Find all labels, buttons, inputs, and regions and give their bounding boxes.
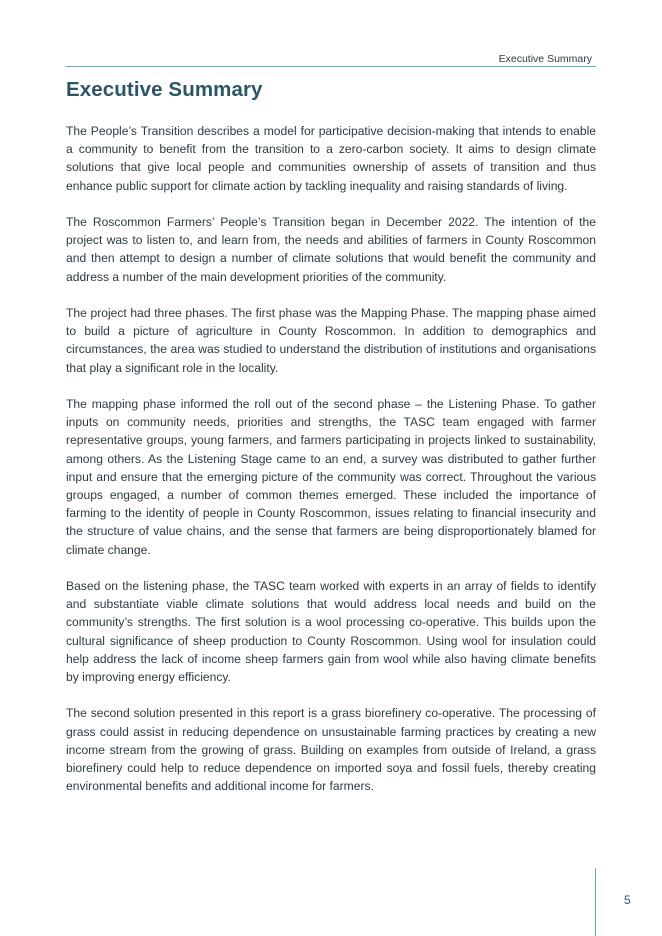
page-number: 5 (624, 893, 631, 907)
paragraph-mapping-phase: The project had three phases. The first phase was the Mapping Phase. The mapping phase aimed to build a picture of agriculture in County Roscommon. In addition to demographics and circumstances, the area was studied to understand the distribution of institutions and organisations that play a significant role in the locality. (66, 306, 596, 375)
paragraph-grass-solution: The second solution presented in this report is a grass biorefinery co-operative. The processing of grass could assist in reducing dependence on unsustainable farming practices by creating a new income stream from the growing of grass. Building on examples from outside of Ireland, a grass biorefinery could help to reduce dependence on imported soya and fossil fuels, thereby creating environmental benefits and additional income for farmers. (66, 706, 596, 794)
paragraph-wool-solution: Based on the listening phase, the TASC team worked with experts in an array of fields to identify and substantiate viable climate solutions that would address local needs and build on the community’s strengths. The first solution is a wool processing co-operative. This builds upon the cultural significance of sheep production to County Roscommon. Using wool for insulation could help address the lack of income sheep farmers gain from wool while also having climate benefits by improving energy efficiency. (66, 579, 596, 685)
paragraph-project-start: The Roscommon Farmers’ People’s Transition began in December 2022. The intention of the project was to listen to, and learn from, the needs and abilities of farmers in County Roscommon and then attempt to design a number of climate solutions that would benefit the community and address a number of the main development priorities of the community. (66, 215, 596, 284)
body-text (66, 122, 596, 814)
footer-divider (595, 868, 596, 936)
running-header (66, 52, 596, 67)
page-title: Executive Summary (66, 78, 263, 101)
running-header-title: Executive Summary (498, 53, 592, 65)
paragraph-intro: The People’s Transition describes a model for participative decision-making that intends to enable a community to benefit from the transition to a zero-carbon society. It aims to design climate solutions that give local people and communities ownership of assets of transition and thus enhance public support for climate action by tackling inequality and raising standards of living. (66, 124, 596, 193)
paragraph-listening-phase: The mapping phase informed the roll out of the second phase – the Listening Phase. To gather inputs on community needs, priorities and strengths, the TASC team engaged with farmer representative groups, young farmers, and farmers participating in projects linked to sustainability, among others. As the Listening Stage came to an end, a survey was distributed to gather further input and ensure that the emerging picture of the community was correct. Throughout the various groups engaged, a number of common themes emerged. These included the importance of farming to the identity of people in County Roscommon, issues relating to financial insecurity and the structure of value chains, and the sense that farmers are being disproportionately blamed for climate change. (66, 397, 596, 557)
